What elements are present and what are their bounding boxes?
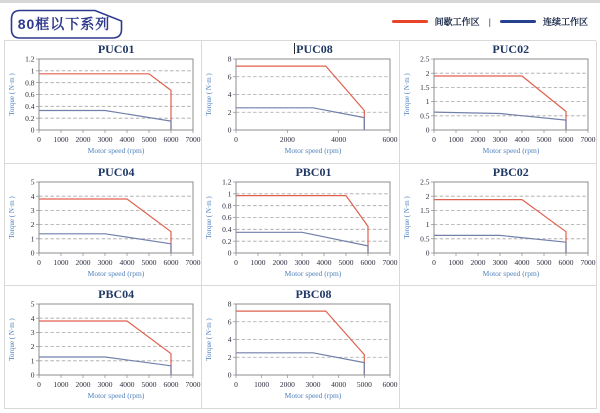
svg-text:7000: 7000 bbox=[580, 135, 596, 144]
svg-text:0.4: 0.4 bbox=[25, 101, 35, 111]
svg-text:4: 4 bbox=[30, 313, 35, 323]
chart-pbc04 bbox=[5, 301, 201, 405]
chart-cell-puc01 bbox=[5, 41, 202, 164]
svg-text:2: 2 bbox=[30, 342, 35, 352]
svg-text:Motor speed (rpm): Motor speed (rpm) bbox=[87, 268, 145, 278]
chart-title: PUC01 bbox=[97, 42, 135, 56]
chart-title: PUC04 bbox=[97, 164, 135, 179]
svg-text:3000: 3000 bbox=[97, 257, 113, 267]
svg-text:0: 0 bbox=[234, 135, 239, 144]
svg-text:2: 2 bbox=[228, 352, 232, 362]
svg-text:6000: 6000 bbox=[382, 135, 398, 144]
svg-text:0: 0 bbox=[431, 257, 436, 267]
svg-text:0: 0 bbox=[30, 370, 35, 380]
svg-text:Torque ( N·m ): Torque ( N·m ) bbox=[402, 73, 411, 116]
svg-text:1: 1 bbox=[30, 66, 35, 76]
svg-text:1000: 1000 bbox=[53, 257, 69, 267]
svg-text:2000: 2000 bbox=[470, 257, 486, 267]
svg-text:0: 0 bbox=[37, 135, 41, 144]
chart-plot bbox=[400, 56, 596, 160]
svg-text:0.6: 0.6 bbox=[25, 90, 35, 100]
chart-title-text: PUC08 bbox=[296, 42, 333, 56]
svg-text:4: 4 bbox=[228, 335, 232, 345]
svg-text:0.5: 0.5 bbox=[419, 233, 430, 243]
chart-plot bbox=[202, 56, 398, 160]
svg-text:5000: 5000 bbox=[536, 135, 552, 144]
page-header bbox=[0, 3, 600, 40]
svg-text:0.2: 0.2 bbox=[25, 113, 35, 123]
svg-text:1: 1 bbox=[425, 219, 430, 229]
svg-text:2000: 2000 bbox=[280, 135, 296, 144]
series-badge-label: 80框以下系列 bbox=[17, 16, 111, 32]
chart-cell-pbc08 bbox=[202, 286, 399, 409]
svg-text:5000: 5000 bbox=[536, 257, 552, 267]
svg-text:Motor speed (rpm): Motor speed (rpm) bbox=[87, 146, 145, 155]
svg-text:6000: 6000 bbox=[163, 135, 179, 144]
svg-text:2000: 2000 bbox=[75, 135, 91, 144]
svg-text:3000: 3000 bbox=[305, 380, 321, 389]
chart-title: PBC01 bbox=[295, 164, 332, 179]
svg-text:0: 0 bbox=[30, 125, 35, 135]
svg-text:0: 0 bbox=[37, 380, 41, 389]
svg-text:3: 3 bbox=[30, 328, 35, 337]
svg-text:2: 2 bbox=[228, 107, 232, 117]
chart-puc08 bbox=[202, 56, 398, 160]
svg-text:6000: 6000 bbox=[558, 257, 574, 267]
svg-text:5: 5 bbox=[30, 178, 35, 187]
chart-title: PBC02 bbox=[492, 164, 529, 179]
svg-text:2: 2 bbox=[425, 68, 430, 78]
svg-text:1000: 1000 bbox=[448, 135, 464, 144]
svg-text:3000: 3000 bbox=[492, 257, 508, 267]
svg-text:7000: 7000 bbox=[580, 257, 596, 267]
svg-text:6: 6 bbox=[228, 72, 232, 82]
svg-text:0.5: 0.5 bbox=[419, 111, 430, 121]
svg-text:1.2: 1.2 bbox=[222, 178, 232, 187]
svg-text:2.5: 2.5 bbox=[419, 56, 430, 64]
svg-text:1: 1 bbox=[30, 233, 35, 243]
svg-text:0.8: 0.8 bbox=[25, 78, 35, 88]
svg-text:5000: 5000 bbox=[141, 257, 157, 267]
chart-plot bbox=[5, 56, 201, 160]
svg-text:Motor speed (rpm): Motor speed (rpm) bbox=[482, 146, 539, 155]
chart-title: PUC02 bbox=[492, 42, 530, 56]
svg-text:0: 0 bbox=[228, 248, 232, 258]
svg-text:4000: 4000 bbox=[119, 257, 135, 267]
chart-title bbox=[202, 41, 398, 56]
svg-text:3000: 3000 bbox=[492, 135, 508, 144]
svg-text:1: 1 bbox=[30, 356, 35, 366]
legend-separator: | bbox=[488, 16, 491, 27]
svg-text:4000: 4000 bbox=[331, 380, 347, 389]
series-badge bbox=[10, 9, 124, 40]
svg-text:4000: 4000 bbox=[119, 380, 135, 389]
svg-text:4000: 4000 bbox=[316, 257, 332, 267]
svg-text:2000: 2000 bbox=[272, 257, 288, 267]
svg-text:2: 2 bbox=[30, 219, 35, 229]
svg-text:1.5: 1.5 bbox=[419, 83, 430, 92]
charts-grid bbox=[4, 40, 596, 409]
svg-text:5000: 5000 bbox=[357, 380, 373, 389]
svg-text:Motor speed (rpm): Motor speed (rpm) bbox=[284, 146, 342, 155]
svg-text:7000: 7000 bbox=[185, 380, 201, 389]
svg-text:0.4: 0.4 bbox=[222, 224, 232, 234]
svg-text:6000: 6000 bbox=[163, 257, 179, 267]
svg-text:Torque ( N·m ): Torque ( N·m ) bbox=[205, 195, 214, 239]
svg-text:0: 0 bbox=[425, 248, 430, 258]
svg-text:6000: 6000 bbox=[382, 380, 398, 389]
svg-text:0.6: 0.6 bbox=[222, 212, 232, 222]
chart-plot bbox=[5, 179, 201, 283]
svg-text:4000: 4000 bbox=[514, 257, 530, 267]
svg-text:5000: 5000 bbox=[141, 135, 157, 144]
svg-text:1.2: 1.2 bbox=[25, 56, 35, 64]
chart-title: PBC08 bbox=[295, 287, 332, 301]
continuous-line-icon bbox=[500, 20, 536, 23]
svg-text:4000: 4000 bbox=[119, 135, 135, 144]
svg-text:5000: 5000 bbox=[141, 380, 157, 389]
svg-text:1: 1 bbox=[425, 97, 430, 107]
svg-text:4: 4 bbox=[30, 191, 35, 201]
chart-plot bbox=[202, 301, 398, 405]
svg-text:3000: 3000 bbox=[97, 135, 113, 144]
svg-text:8: 8 bbox=[228, 301, 232, 309]
chart-pbc01 bbox=[202, 179, 398, 283]
svg-text:1000: 1000 bbox=[53, 135, 69, 144]
svg-text:7000: 7000 bbox=[382, 257, 398, 267]
chart-cell-pbc02 bbox=[400, 164, 597, 287]
chart-plot bbox=[5, 301, 201, 405]
svg-text:2.5: 2.5 bbox=[419, 178, 430, 187]
svg-text:6000: 6000 bbox=[360, 257, 376, 267]
svg-text:4000: 4000 bbox=[331, 135, 347, 144]
chart-plot bbox=[202, 179, 398, 283]
svg-text:0: 0 bbox=[228, 125, 232, 135]
svg-text:0: 0 bbox=[425, 125, 430, 135]
svg-text:Torque ( N·m ): Torque ( N·m ) bbox=[8, 73, 16, 116]
svg-text:6: 6 bbox=[228, 317, 232, 327]
legend-label-continuous: 连续工作区 bbox=[542, 17, 588, 27]
svg-text:Torque ( N·m ): Torque ( N·m ) bbox=[205, 73, 214, 116]
svg-text:3000: 3000 bbox=[97, 380, 113, 389]
svg-text:4000: 4000 bbox=[514, 135, 530, 144]
svg-text:0: 0 bbox=[228, 370, 232, 380]
svg-text:Torque ( N·m ): Torque ( N·m ) bbox=[205, 318, 214, 361]
empty-cell bbox=[400, 286, 597, 409]
svg-text:1: 1 bbox=[228, 188, 232, 198]
chart-pbc02 bbox=[400, 179, 596, 283]
chart-cell-puc04 bbox=[5, 164, 202, 287]
chart-puc02 bbox=[400, 56, 596, 160]
svg-text:7000: 7000 bbox=[185, 257, 201, 267]
chart-cell-pbc04 bbox=[5, 286, 202, 409]
svg-text:0: 0 bbox=[37, 257, 41, 267]
svg-text:2000: 2000 bbox=[75, 380, 91, 389]
svg-text:5: 5 bbox=[30, 301, 35, 309]
svg-text:2000: 2000 bbox=[470, 135, 486, 144]
chart-cell-puc08 bbox=[202, 41, 399, 164]
svg-text:1000: 1000 bbox=[448, 257, 464, 267]
chart-puc04 bbox=[5, 179, 201, 283]
svg-text:7000: 7000 bbox=[185, 135, 201, 144]
svg-text:Motor speed (rpm): Motor speed (rpm) bbox=[284, 268, 342, 278]
chart-cell-pbc01 bbox=[202, 164, 399, 287]
legend bbox=[392, 15, 588, 28]
svg-text:3: 3 bbox=[30, 205, 35, 215]
svg-text:2: 2 bbox=[425, 191, 430, 201]
text-cursor-artifact bbox=[294, 43, 295, 54]
svg-text:4: 4 bbox=[228, 90, 232, 100]
svg-text:1000: 1000 bbox=[250, 257, 266, 267]
svg-text:8: 8 bbox=[228, 56, 232, 64]
svg-text:0: 0 bbox=[234, 257, 239, 267]
chart-cell-puc02 bbox=[400, 41, 597, 164]
svg-text:Torque ( N·m ): Torque ( N·m ) bbox=[402, 195, 411, 239]
svg-text:0.8: 0.8 bbox=[222, 200, 232, 210]
svg-text:1.5: 1.5 bbox=[419, 205, 430, 215]
svg-text:0: 0 bbox=[234, 380, 239, 389]
svg-text:Motor speed (rpm): Motor speed (rpm) bbox=[482, 268, 539, 278]
svg-text:Motor speed (rpm): Motor speed (rpm) bbox=[284, 391, 342, 400]
svg-text:Motor speed (rpm): Motor speed (rpm) bbox=[87, 391, 145, 400]
svg-text:Torque ( N·m ): Torque ( N·m ) bbox=[8, 318, 16, 361]
chart-plot bbox=[400, 179, 596, 283]
svg-text:3000: 3000 bbox=[294, 257, 310, 267]
svg-text:1000: 1000 bbox=[53, 380, 69, 389]
chart-puc01 bbox=[5, 56, 201, 160]
svg-text:0: 0 bbox=[431, 135, 436, 144]
svg-text:2000: 2000 bbox=[280, 380, 296, 389]
svg-text:Torque ( N·m ): Torque ( N·m ) bbox=[8, 195, 16, 239]
chart-pbc08 bbox=[202, 301, 398, 405]
legend-label-intermittent: 间歇工作区 bbox=[434, 17, 480, 27]
intermittent-line-icon bbox=[392, 20, 428, 23]
svg-text:6000: 6000 bbox=[163, 380, 179, 389]
svg-text:0.2: 0.2 bbox=[222, 236, 232, 246]
svg-text:2000: 2000 bbox=[75, 257, 91, 267]
svg-text:0: 0 bbox=[30, 248, 35, 258]
svg-text:5000: 5000 bbox=[338, 257, 354, 267]
chart-title: PBC04 bbox=[98, 287, 135, 301]
svg-text:1000: 1000 bbox=[254, 380, 270, 389]
svg-text:6000: 6000 bbox=[558, 135, 574, 144]
